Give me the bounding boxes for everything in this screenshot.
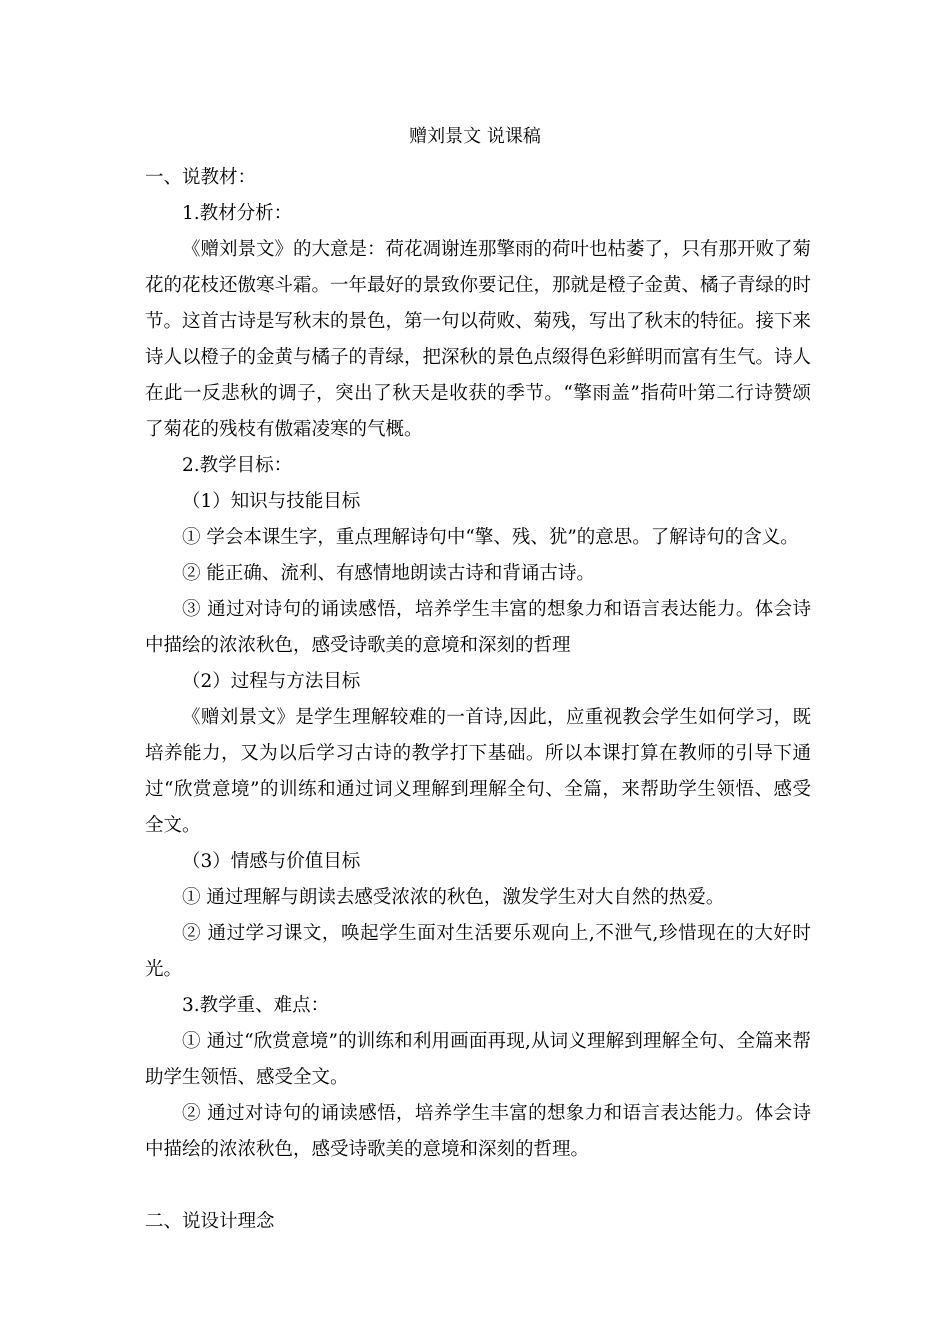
key-point-item: ② 通过对诗句的诵读感悟，培养学生丰富的想象力和语言表达能力。体会诗中描绘的浓浓秋色，感受诗歌美的意境和深刻的哲理。 xyxy=(145,1103,811,1160)
section-heading: 二、说设计理念 xyxy=(145,1211,275,1232)
section-heading: 一、说教材： xyxy=(145,167,257,188)
goal-paragraph: 《赠刘景文》是学生理解较难的一首诗,因此，应重视教会学生如何学习，既培养能力，又为以后学习古诗的教学打下基础。所以本课打算在教师的引导下通过“欣赏意境”的训练和通过词义理解到理解全句、全篇，来帮助学生领悟、感受全文。 xyxy=(145,707,811,836)
subsection-heading: 2.教学目标： xyxy=(182,455,293,476)
spacer xyxy=(145,1168,811,1204)
document-title: 赠刘景文 说课稿 xyxy=(409,126,541,147)
goal-item: ① 学会本课生字，重点理解诗句中“擎、残、犹”的意思。了解诗句的含义。 xyxy=(182,527,799,548)
key-point-item: ① 通过“欣赏意境”的训练和利用画面再现,从词义理解到理解全句、全篇来帮助学生领悟、感受全文。 xyxy=(145,1031,811,1088)
subsection-heading: 3.教学重、难点： xyxy=(182,995,330,1016)
goal-heading: （2）过程与方法目标 xyxy=(182,671,361,692)
subsection-heading: 1.教材分析： xyxy=(182,203,293,224)
document-body xyxy=(145,160,811,1240)
goal-item: ③ 通过对诗句的诵读感悟，培养学生丰富的想象力和语言表达能力。体会诗中描绘的浓浓秋色，感受诗歌美的意境和深刻的哲理 xyxy=(145,599,811,656)
goal-heading: （1）知识与技能目标 xyxy=(182,491,361,512)
analysis-paragraph: 《赠刘景文》的大意是：荷花凋谢连那擎雨的荷叶也枯萎了，只有那开败了菊花的花枝还傲寒斗霜。一年最好的景致你要记住，那就是橙子金黄、橘子青绿的时节。这首古诗是写秋末的景色，第一句以荷败、菊残，写出了秋末的特征。接下来诗人以橙子的金黄与橘子的青绿，把深秋的景色点缀得色彩鲜明而富有生气。诗人在此一反悲秋的调子，突出了秋天是收获的季节。“擎雨盖”指荷叶第二行诗赞颂了菊花的残枝有傲霜凌寒的气概。 xyxy=(145,239,812,440)
goal-heading: （3）情感与价值目标 xyxy=(182,851,361,872)
goal-item: ② 能正确、流利、有感情地朗读古诗和背诵古诗。 xyxy=(182,563,595,584)
goal-item: ② 通过学习课文，唤起学生面对生活要乐观向上,不泄气,珍惜现在的大好时光。 xyxy=(145,923,811,980)
goal-item: ① 通过理解与朗读去感受浓浓的秋色，激发学生对大自然的热爱。 xyxy=(182,887,725,908)
